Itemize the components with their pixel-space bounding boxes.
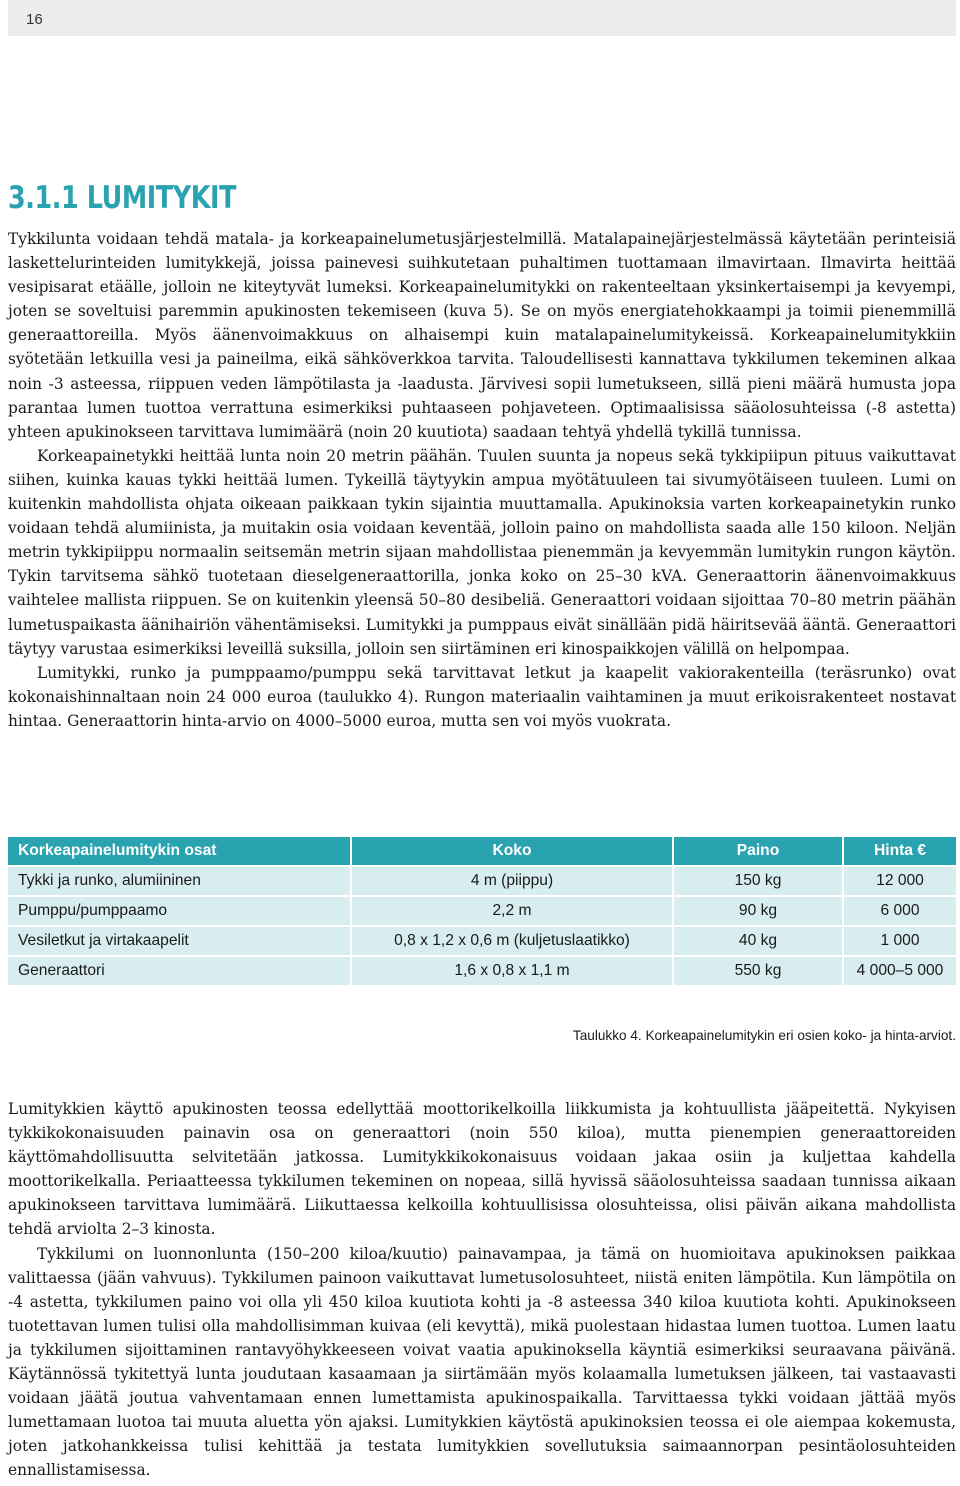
body-text-bottom [8, 1097, 956, 1483]
cell-size: 2,2 m [352, 895, 674, 925]
cell-weight: 150 kg [674, 865, 844, 895]
cell-price: 4 000–5 000 [844, 955, 956, 985]
cell-part: Pumppu/pumppaamo [8, 895, 352, 925]
table-header-row [8, 837, 956, 865]
cell-part: Vesiletkut ja virtakaapelit [8, 925, 352, 955]
table-row [8, 895, 956, 925]
column-header-parts: Korkeapainelumitykin osat [8, 837, 352, 865]
paragraph: Tykkilunta voidaan tehdä matala- ja korkeapainelumetusjärjestelmillä. Matalapainejärjestelmässä käytetään perinteisiä laskettelurinteiden lumitykkejä, joissa painevesi suihkutetaan puhaltimen tuottamaan ilmavirtaan. Ilmavirta heittää vesipisarat etäälle, jolloin ne kiteytyvät lumeksi. Korkeapainelumitykki on rakenteeltaan yksinkertaisempi ja kevyempi, joten se soveltuisi paremmin apukinosten tekemiseen (kuva 5). Se on myös energiatehokkaampi ja toimii pienemmillä generaattoreilla. Myös äänenvoimakkuus on alhaisempi kuin matalapainelumitykeissä. Korkeapainelumitykkiin syötetään letkuilla vesi ja paineilma, eikä sähköverkkoa tarvita. Taloudellisesti kannattava tykkilumen tekeminen alkaa noin -3 asteessa, riippuen veden lämpötilasta ja -laadusta. Järvivesi sopii lumetukseen, sillä pieni määrä humusta jopa parantaa lumen tuottoa verrattuna esimerkiksi puhtaaseen pohjaveteen. Optimaalisissa sääolosuhteissa (-8 astetta) yhteen apukinokseen tarvittava lumimäärä (noin 20 kuutiota) saadaan tehtyä yhdellä tykillä tunnissa. [8, 230, 956, 441]
cell-size: 4 m (piippu) [352, 865, 674, 895]
body-text-top [8, 227, 956, 733]
cell-size: 1,6 x 0,8 x 1,1 m [352, 955, 674, 985]
paragraph: Korkeapainetykki heittää lunta noin 20 metrin päähän. Tuulen suunta ja nopeus sekä tykkipiipun pituus vaikuttavat siihen, kuinka kauas tykki heittää lumen. Tykeillä täytyykin ampua myötätuuleen tai sivumyötäiseen tuuleen. Lumi on kuitenkin mahdollista ohjata oikeaan paikkaan tykin sijaintia muuttamalla. Apukinoksia varten korkeapainetykin runko voidaan tehdä alumiinista, ja muitakin osia voidaan keventää, jolloin paino on mahdollista saada alle 150 kiloon. Neljän metrin tykkipiippu normaalin seitsemän metrin sijaan mahdollistaa pienemmän ja kevyemmän lumitykin rungon käytön. Tykin tarvitsema sähkö tuotetaan dieselgeneraattorilla, jonka koko on 25–30 kVA. Generaattorin äänenvoimakkuus vaihtelee mallista riippuen. Se on kuitenkin yleensä 50–80 desibeliä. Generaattori voidaan sijoittaa 70–80 metrin päähän lumetuspaikasta äänihairiön vähentämiseksi. Lumitykki ja pumppaus eivät sinällään pidä häiritsevää ääntä. Generaattori täytyy varustaa esimerkiksi leveillä suksilla, jolloin sen siirtäminen eri kinospaikkojen välillä on helpompaa. [8, 446, 956, 658]
cell-weight: 90 kg [674, 895, 844, 925]
cell-price: 6 000 [844, 895, 956, 925]
column-header-weight: Paino [674, 837, 844, 865]
table-caption: Taulukko 4. Korkeapainelumitykin eri osien koko- ja hinta-arviot. [572, 1028, 956, 1043]
cell-part: Generaattori [8, 955, 352, 985]
cell-price: 12 000 [844, 865, 956, 895]
page-header [8, 0, 956, 36]
paragraph: Tykkilumi on luonnonlunta (150–200 kiloa/kuutio) painavampaa, ja tämä on huomioitava apukinoksen paikkaa valittaessa (jään vahvuus). Tykkilumen painoon vaikuttavat lumetusolosuhteet, niistä eniten lämpötila. Kun lämpötila on -4 astetta, tykkilumen paino voi olla yli 450 kiloa kuutiota kohti ja -8 asteessa 340 kiloa kuutiota kohti. Apukinokseen tuotettavan lumen tulisi olla mahdollisimman kuivaa (eli kevyttä), mikä puolestaan hidastaa lumen tuottoa. Lumen laatu ja tykkilumen sijoittaminen rantavyöhykkeeseen voivat vaatia apukinoksella käyntiä esimerkiksi seuraavana päivänä. Käytännössä tykitettyä lunta joudutaan kasaamaan ja siirtämään myös kolaamalla lumetuksen jälkeen, tai vastaavasti voidaan jäätä joutua vahventamaan ennen lumettamista apukinospaikalla. Tarvittaessa tykki voidaan jättää myös lumettamaan luotoa tai muuta aluetta yön ajaksi. Lumitykkien käytöstä apukinoksien teossa ei ole aiempaa kokemusta, joten jatkohankkeissa tulisi kehittää ja testata lumitykkien sovellutuksia saimaannorpan pesintäolosuhteiden ennallistamisessa. [8, 1244, 956, 1480]
column-header-price: Hinta € [844, 837, 956, 865]
table-row [8, 865, 956, 895]
cell-price: 1 000 [844, 925, 956, 955]
paragraph: Lumitykkien käyttö apukinosten teossa edellyttää moottorikelkoilla liikkumista ja kohtuullista jääpeitettä. Nykyisen tykkikokonaisuuden painavin osa on generaattori (noin 550 kiloa), mutta pienempien generaattoreiden käyttömahdollisuutta selvitetään jatkossa. Lumitykkikokonaisuus voidaan jakaa osiin ja kuljettaa kahdella moottorikelkalla. Periaatteessa tykkilumen tekeminen on nopeaa, sillä hyvissä sääolosuhteissa saadaan tunnissa aikaan apukinokseen tarvittava lumimäärä. Liikuttaessa kelkoilla kohtuullisissa olosuhteissa, olisi päivän aikana mahdollista tehdä arviolta 2–3 kinosta. [8, 1100, 956, 1239]
cell-part: Tykki ja runko, alumiininen [8, 865, 352, 895]
cell-size: 0,8 x 1,2 x 0,6 m (kuljetuslaatikko) [352, 925, 674, 955]
table-row [8, 955, 956, 985]
cell-weight: 550 kg [674, 955, 844, 985]
page-number: 16 [26, 11, 43, 28]
section-heading: 3.1.1 LUMITYKIT [8, 180, 237, 216]
parts-cost-table [8, 837, 956, 985]
paragraph: Lumitykki, runko ja pumppaamo/pumppu sekä tarvittavat letkut ja kaapelit vakiorakenteilla (teräsrunko) ovat kokonaishinnaltaan noin 24 000 euroa (taulukko 4). Rungon materiaalin vaihtaminen ja muut erikoisrakenteet nostavat hintaa. Generaattorin hinta-arvio on 4000–5000 euroa, mutta sen voi myös vuokrata. [8, 663, 956, 730]
cell-weight: 40 kg [674, 925, 844, 955]
column-header-size: Koko [352, 837, 674, 865]
table-row [8, 925, 956, 955]
